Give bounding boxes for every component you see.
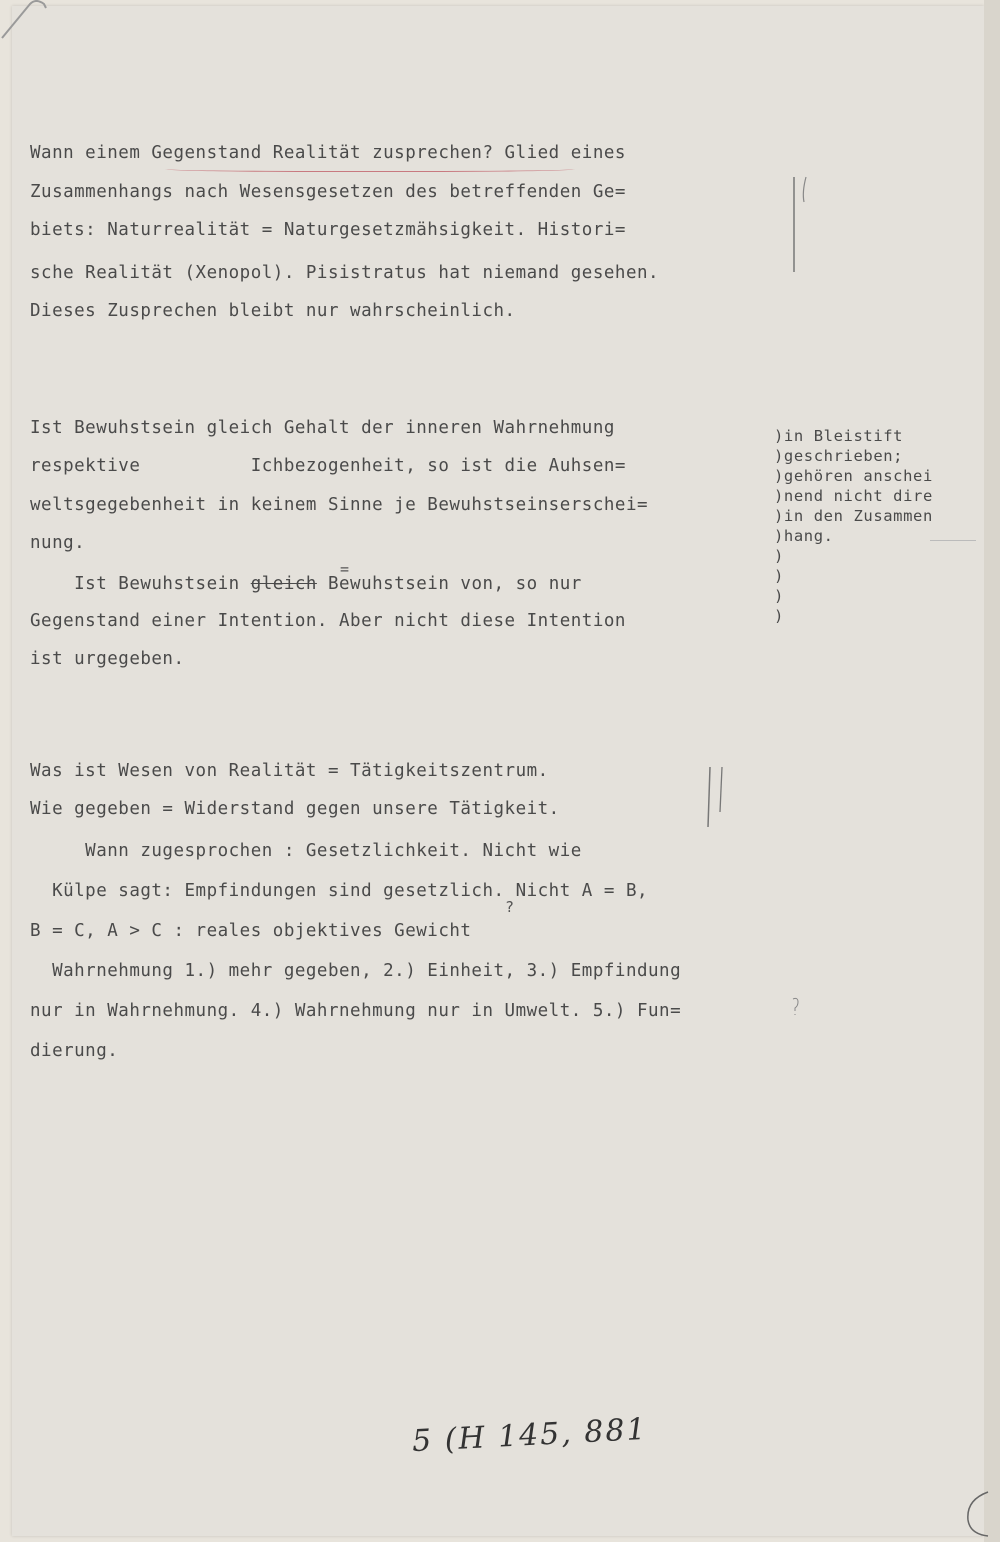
text-line: ist urgegeben. <box>30 649 185 669</box>
inserted-question-mark: ? <box>505 898 515 916</box>
text-line-with-strike <box>30 573 582 595</box>
text-line: Dieses Zusprechen bleibt nur wahrscheinlich. <box>30 301 516 321</box>
text-line: Gegenstand einer Intention. Aber nicht diese Intention <box>30 611 626 631</box>
text-segment: Bewuhstsein von, so nur <box>316 574 582 594</box>
pencil-margin-mark <box>700 762 740 832</box>
struck-word: gleich <box>250 574 317 594</box>
margin-note-line: ) <box>774 587 784 605</box>
text-line: nung. <box>30 533 86 553</box>
pencil-margin-mark <box>786 172 816 282</box>
divider <box>930 540 976 541</box>
text-line: Was ist Wesen von Realität = Tätigkeitszentrum. <box>30 761 549 781</box>
page-corner-fold <box>962 1490 992 1538</box>
margin-note-line: )in den Zusammen <box>774 507 933 525</box>
text-line: Wahrnehmung 1.) mehr gegeben, 2.) Einheit, 3.) Empfindung <box>30 961 682 981</box>
text-line: biets: Naturrealität = Naturgesetzmähsigkeit. Histori= <box>30 220 626 240</box>
text-line: dierung. <box>30 1041 119 1061</box>
margin-note-line: ) <box>774 607 784 625</box>
text-line: B = C, A > C : reales objektives Gewicht <box>30 921 472 941</box>
margin-note-line: ) <box>774 547 784 565</box>
margin-note-line: ) <box>774 567 784 585</box>
red-underline-mark <box>165 165 575 172</box>
pencil-question-mark <box>790 996 802 1018</box>
margin-note-line: )gehören anschei <box>774 467 933 485</box>
text-line: weltsgegebenheit in keinem Sinne je Bewuhstseinserschei= <box>30 495 649 515</box>
text-line: nur in Wahrnehmung. 4.) Wahrnehmung nur in Umwelt. 5.) Fun= <box>30 1001 682 1021</box>
text-line: Wann zugesprochen : Gesetzlichkeit. Nicht wie <box>30 841 582 861</box>
text-line: Zusammenhangs nach Wesensgesetzen des betreffenden Ge= <box>30 182 626 202</box>
text-line: Külpe sagt: Empfindungen sind gesetzlich. Nicht A = B, <box>30 881 649 901</box>
text-line: Wann einem Gegenstand Realität zusprechen? Glied eines <box>30 143 626 163</box>
margin-note-line: )nend nicht dire <box>774 487 933 505</box>
text-line: sche Realität (Xenopol). Pisistratus hat niemand gesehen. <box>30 263 660 283</box>
text-line: Wie gegeben = Widerstand gegen unsere Tätigkeit. <box>30 799 560 819</box>
page-edge <box>984 0 1000 1542</box>
paper-clip-icon <box>0 0 50 40</box>
text-line: respektive Ichbezogenheit, so ist die Auhsen= <box>30 456 626 476</box>
margin-note-line: )hang. <box>774 527 834 545</box>
archive-signature-number: 5 (H 145, 881 <box>411 1411 649 1460</box>
text-line: Ist Bewuhstsein gleich Gehalt der inneren Wahrnehmung <box>30 418 615 438</box>
text-segment: Ist Bewuhstsein <box>30 574 251 594</box>
inserted-equals-mark: = <box>340 560 350 578</box>
margin-note-line: )geschrieben; <box>774 447 904 465</box>
margin-note-line: )in Bleistift <box>774 427 904 445</box>
